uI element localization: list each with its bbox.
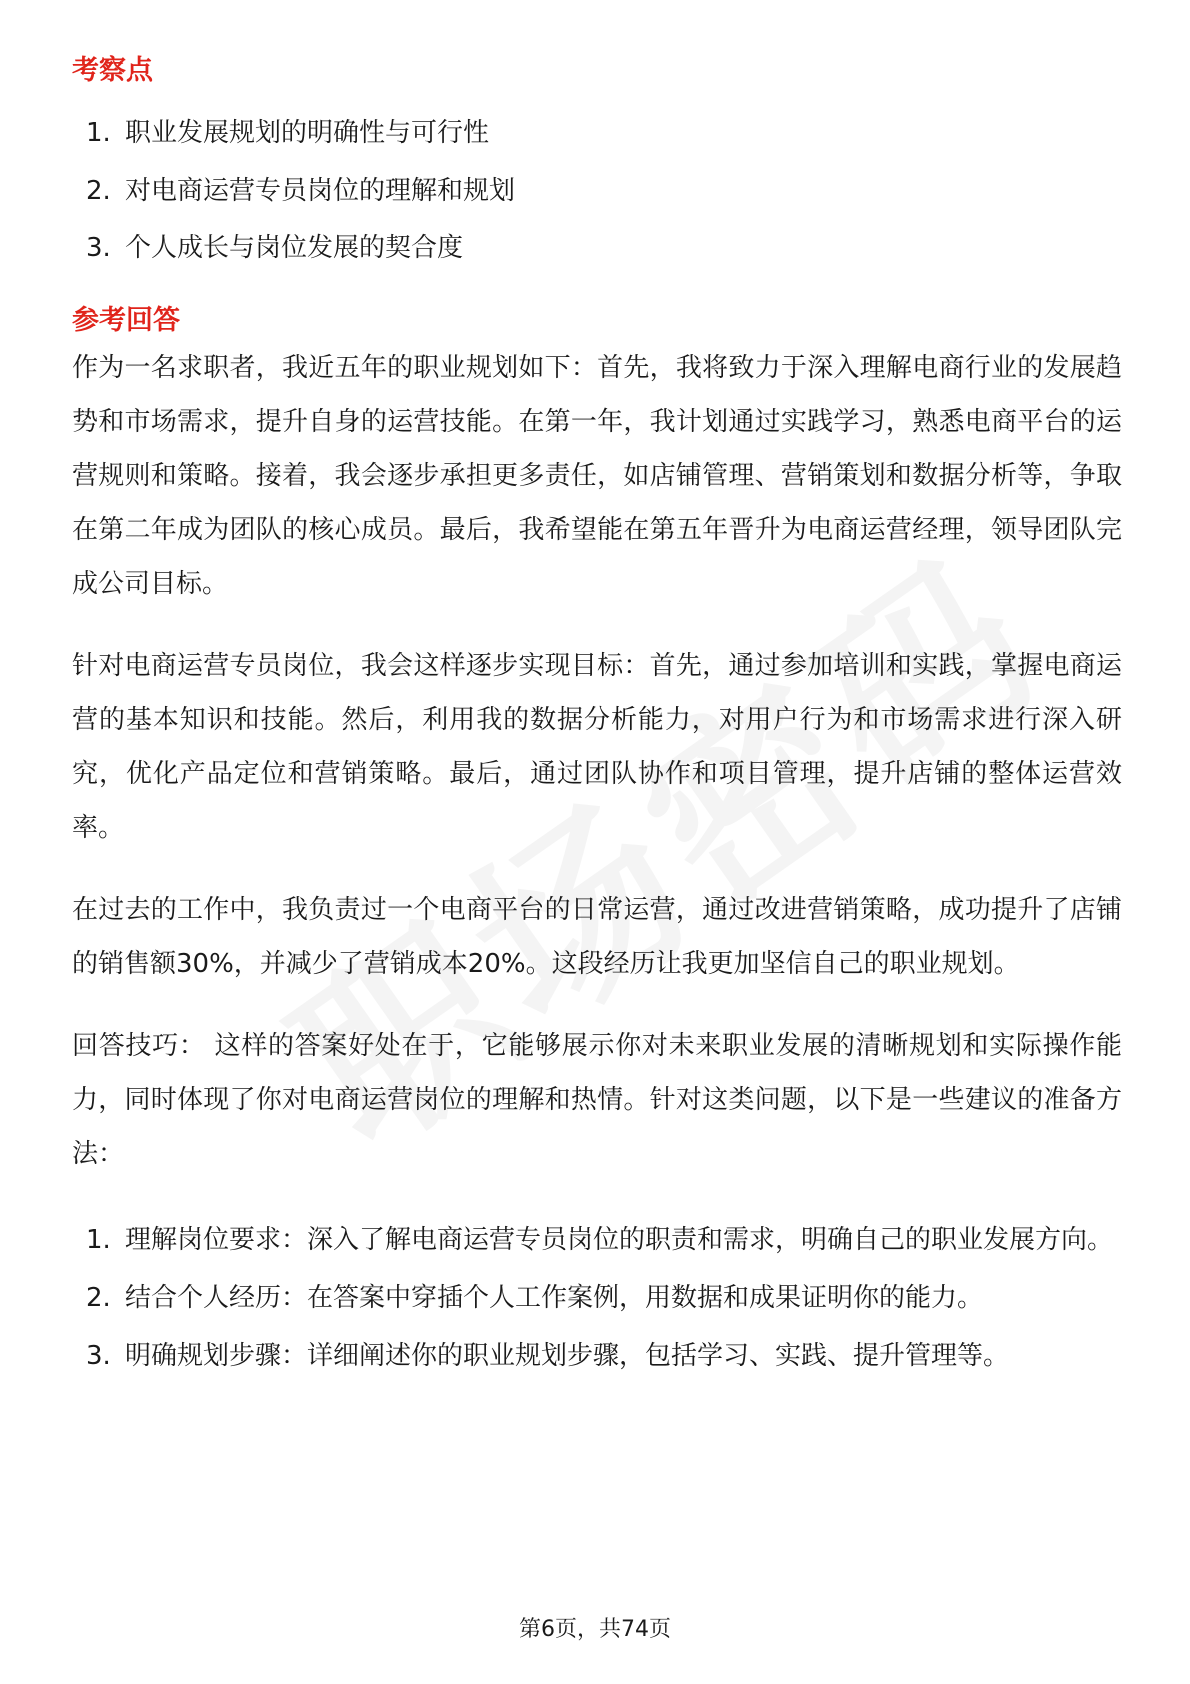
list-item-text: 明确规划步骤：详细阐述你的职业规划步骤，包括学习、实践、提升管理等。 <box>125 1340 1010 1371</box>
list-number: 3. <box>86 233 111 263</box>
answer-paragraph: 针对电商运营专员岗位，我会这样逐步实现目标：首先，通过参加培训和实践，掌握电商运营的基本知识和技能。然后，利用我的数据分析能力，对用户行为和市场需求进行深入研究，优化产品定位和营销策略。最后，通过团队协作和项目管理，提升店铺的整体运营效率。 <box>72 650 1122 843</box>
list-item-text: 个人成长与岗位发展的契合度 <box>125 233 464 263</box>
list-number: 2. <box>86 1282 111 1313</box>
list-number: 1. <box>86 118 111 148</box>
list-item <box>72 220 1122 278</box>
list-number: 3. <box>86 1340 111 1371</box>
list-item-text: 对电商运营专员岗位的理解和规划 <box>125 175 516 206</box>
document-body <box>72 44 1122 1385</box>
list-item-text: 结合个人经历：在答案中穿插个人工作案例，用数据和成果证明你的能力。 <box>125 1282 984 1313</box>
list-number: 1. <box>86 1224 111 1255</box>
answer-paragraph: 作为一名求职者，我近五年的职业规划如下：首先，我将致力于深入理解电商行业的发展趋势和市场需求，提升自身的运营技能。在第一年，我计划通过实践学习，熟悉电商平台的运营规则和策略。接着，我会逐步承担更多责任，如店铺管理、营销策划和数据分析等，争取在第二年成为团队的核心成员。最后，我希望能在第五年晋升为电商运营经理，领导团队完成公司目标。 <box>72 352 1122 599</box>
list-item-text: 理解岗位要求：深入了解电商运营专员岗位的职责和需求，明确自己的职业发展方向。 <box>125 1224 1114 1255</box>
list-item <box>72 1269 1122 1327</box>
list-item-text: 职业发展规划的明确性与可行性 <box>125 118 490 148</box>
answer-paragraph: 在过去的工作中，我负责过一个电商平台的日常运营，通过改进营销策略，成功提升了店铺的销售额30%，并减少了营销成本20%。这段经历让我更加坚信自己的职业规划。 <box>72 894 1122 979</box>
page-number: 第6页，共74页 <box>519 1617 671 1642</box>
tips-intro-paragraph: 回答技巧： 这样的答案好处在于，它能够展示你对未来职业发展的清晰规划和实际操作能力，同时体现了你对电商运营岗位的理解和热情。针对这类问题，以下是一些建议的准备方法： <box>72 1030 1122 1169</box>
tips-list <box>72 1211 1122 1385</box>
section-heading-points: 考察点 <box>72 55 153 86</box>
list-item <box>72 105 1122 163</box>
list-item <box>72 1327 1122 1385</box>
points-list <box>72 105 1122 278</box>
list-number: 2. <box>86 175 111 206</box>
list-item <box>72 1211 1122 1269</box>
list-item <box>72 163 1122 221</box>
section-heading-answer: 参考回答 <box>72 304 180 336</box>
